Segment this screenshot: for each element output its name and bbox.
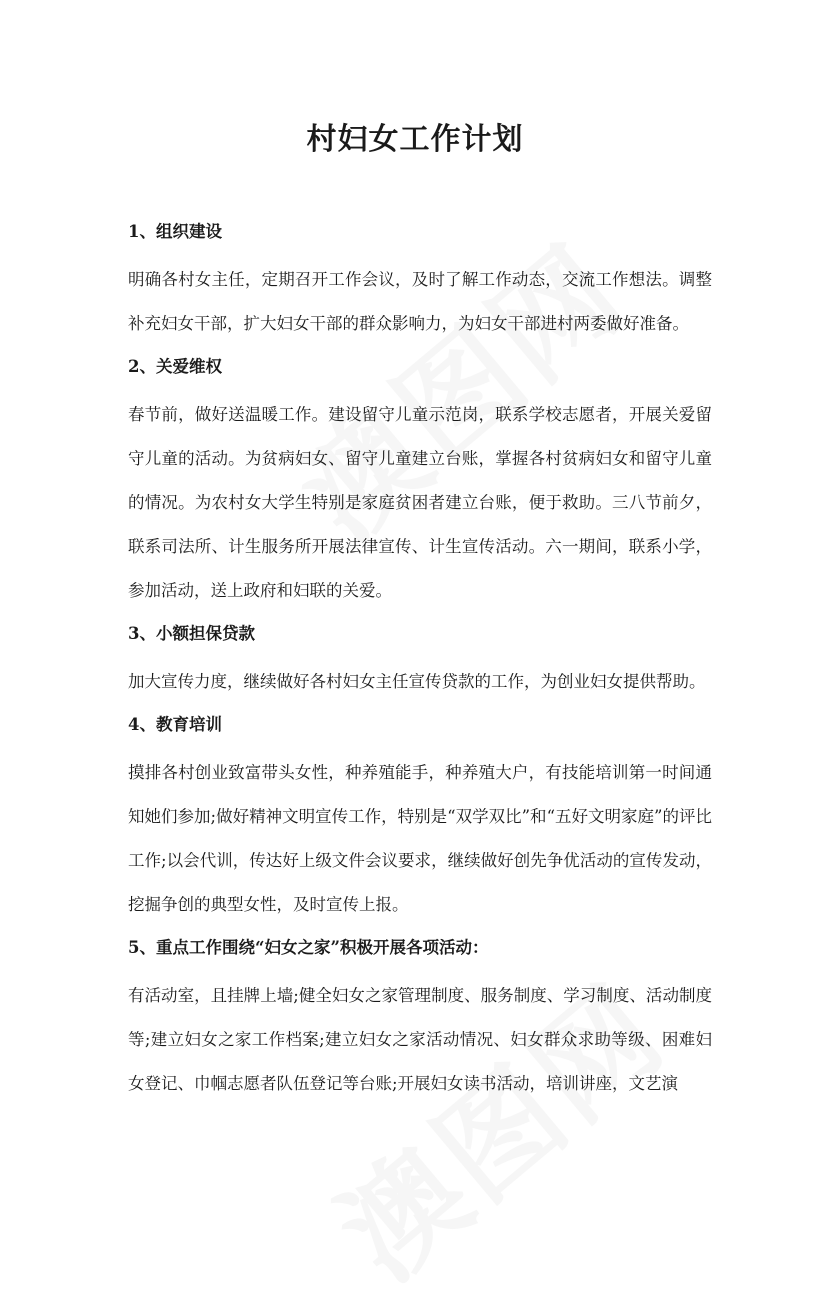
section-heading: 4、教育培训 (128, 715, 222, 734)
document-body (128, 214, 712, 1109)
section-care-rights (128, 349, 712, 613)
section-microloan (128, 616, 712, 704)
section-womens-home (128, 930, 712, 1106)
section-paragraph: 加大宣传力度，继续做好各村妇女主任宣传贷款的工作，为创业妇女提供帮助。 (128, 672, 706, 691)
section-paragraph: 摸排各村创业致富带头女性，种养殖能手，种养殖大户，有技能培训第一时间通知她们参加;做好精神文明宣传工作，特别是“双学双比”和“五好文明家庭”的评比工作;以会代训，传达好上级文件会议要求，继续做好创先争优活动的宣传发动，挖掘争创的典型女性，及时宣传上报。 (128, 763, 712, 914)
section-paragraph: 春节前，做好送温暖工作。建设留守儿童示范岗，联系学校志愿者，开展关爱留守儿童的活动。为贫病妇女、留守儿童建立台账，掌握各村贫病妇女和留守儿童的情况。为农村女大学生特别是家庭贫困者建立台账，便于救助。三八节前夕，联系司法所、计生服务所开展法律宣传、计生宣传活动。六一期间，联系小学，参加活动，送上政府和妇联的关爱。 (128, 405, 712, 600)
section-paragraph: 有活动室，且挂牌上墙;健全妇女之家管理制度、服务制度、学习制度、活动制度等;建立妇女之家工作档案;建立妇女之家活动情况、妇女群众求助等级、困难妇女登记、巾帼志愿者队伍登记等台账;开展妇女读书活动，培训讲座，文艺演 (128, 986, 712, 1093)
section-heading: 3、小额担保贷款 (128, 624, 255, 643)
section-heading: 5、重点工作围绕“妇女之家”积极开展各项活动： (128, 938, 489, 957)
section-heading: 1、组织建设 (128, 222, 222, 241)
page-title: 村妇女工作计划 (306, 122, 524, 157)
section-paragraph: 明确各村女主任，定期召开工作会议，及时了解工作动态，交流工作想法。调整补充妇女干部，扩大妇女干部的群众影响力，为妇女干部进村两委做好准备。 (128, 270, 712, 333)
section-organization (128, 214, 712, 346)
section-education-training (128, 707, 712, 927)
section-heading: 2、关爱维权 (128, 357, 222, 376)
